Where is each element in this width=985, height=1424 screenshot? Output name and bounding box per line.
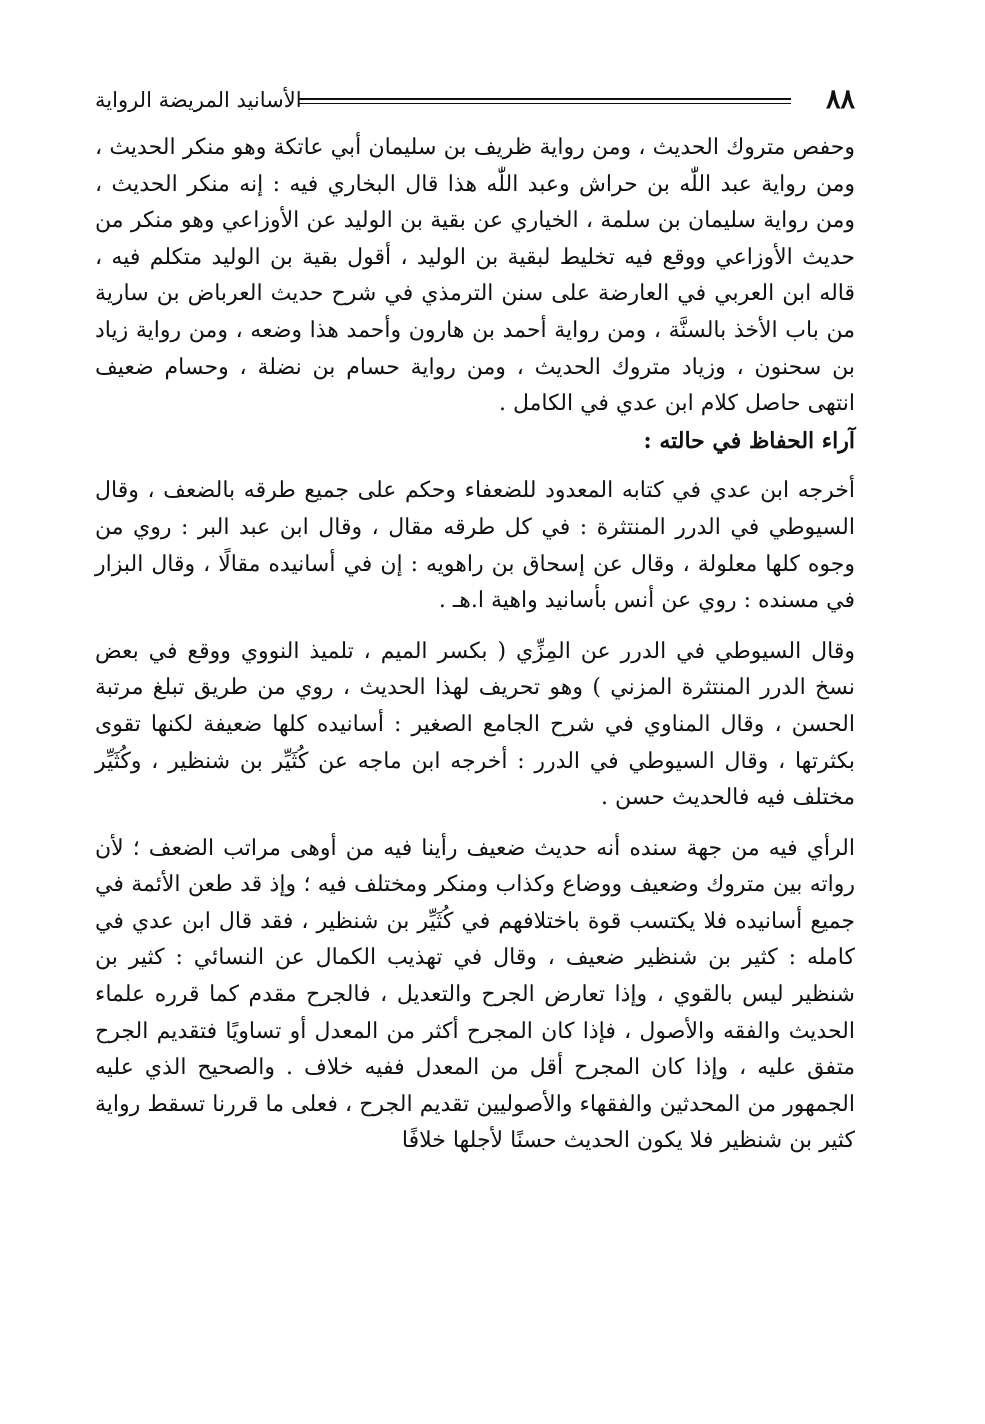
running-title: الأسانيد المريضة الرواية <box>95 88 302 112</box>
page-number: ٨٨ <box>825 84 855 115</box>
header-rule <box>298 98 791 104</box>
section-heading: آراء الحفاظ في حالته : <box>643 427 855 454</box>
page-header <box>95 82 855 118</box>
paragraph-narrators: وحفص متروك الحديث ، ومن رواية ظريف بن سليمان أبي عاتكة وهو منكر الحديث ، ومن رواية عبد اللّٰه بن حراش وعبد اللّٰه هذا قال البخاري فيه : إنه منكر الحديث ، ومن رواية سليمان بن سلمة ، الخياري عن بقية بن الوليد عن الأوزاعي وهو منكر من حديث الأوزاعي ووقع فيه تخليط لبقية بن الوليد ، أقول بقية بن الوليد متكلم فيه ، قاله ابن العربي في العارضة على سنن الترمذي في شرح حديث العرباض بن سارية من باب الأخذ بالسنَّة ، ومن رواية أحمد بن هارون وأحمد هذا وضعه ، ومن رواية زياد بن سحنون ، وزياد متروك الحديث ، ومن رواية حسام بن نضلة ، وحسام ضعيف انتهى حاصل كلام ابن عدي في الكامل . <box>95 135 855 417</box>
paragraph-suyuti: وقال السيوطي في الدرر عن المِزِّي ( بكسر الميم ، تلميذ النووي ووقع في بعض نسخ الدرر المنتثرة المزني ) وهو تحريف لهذا الحديث ، روي من طريق تبلغ مرتبة الحسن ، وقال المناوي في شرح الجامع الصغير : أسانيده كلها ضعيفة لكنها تقوى بكثرتها ، وقال السيوطي في الدرر : أخرجه ابن ماجه عن كُثَيِّر بن شنظير ، وكُثَيِّر مختلف فيه فالحديث حسن . <box>95 638 855 811</box>
paragraph-ibn-adi: أخرجه ابن عدي في كتابه المعدود للضعفاء وحكم على جميع طرقه بالضعف ، وقال السيوطي في الدرر المنتثرة : في كل طرقه مقال ، وقال ابن عبد البر : روي من وجوه كلها معلولة ، وقال عن إسحاق بن راهويه : إن في أسانيده مقالًا ، وقال البزار في مسنده : روي عن أنس بأسانيد واهية ا.هـ . <box>95 478 855 614</box>
page-body <box>95 130 855 1160</box>
paragraph-opinion: الرأي فيه من جهة سنده أنه حديث ضعيف رأينا فيه من أوهى مراتب الضعف ؛ لأن رواته بين متروك وضعيف ووضاع وكذاب ومنكر ومختلف فيه ؛ وإذ قد طعن الأئمة في جميع أسانيده فلا يكتسب قوة باختلافهم في كُثَيِّر بن شنظير ، فقد قال ابن عدي في كامله : كثير بن شنظير ضعيف ، وقال في تهذيب الكمال عن النسائي : كثير بن شنظير ليس بالقوي ، وإذا تعارض الجرح والتعديل ، فالجرح مقدم كما قرره علماء الحديث والفقه والأصول ، فإذا كان المجرح أكثر من المعدل أو تساويًا فتقديم الجرح متفق عليه ، وإذا كان المجرح أقل من المعدل ففيه خلاف . والصحيح الذي عليه الجمهور من المحدثين والفقهاء والأصوليين تقديم الجرح ، فعلى ما قررنا تسقط رواية كثير بن شنظير فلا يكون الحديث حسنًا لأجلها خلافًا <box>95 835 855 1154</box>
